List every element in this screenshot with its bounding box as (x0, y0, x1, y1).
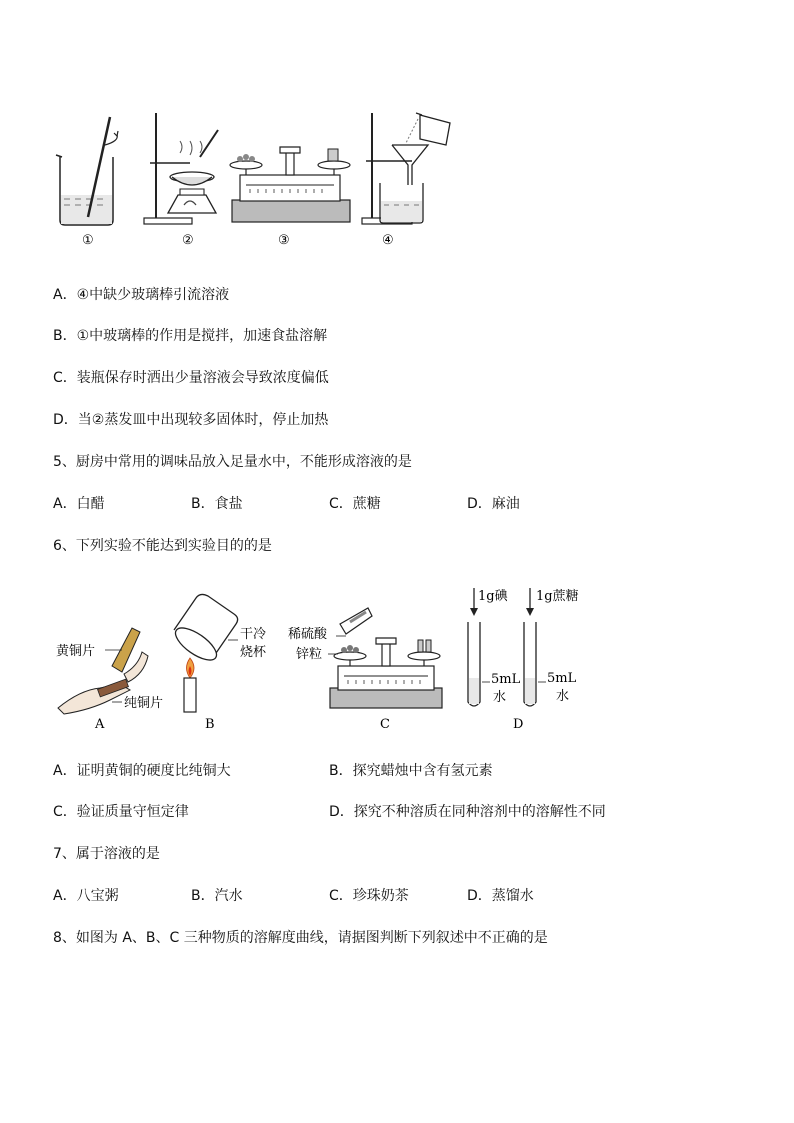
q6-fig-d-right-top: 1g蔗糖 (536, 589, 579, 604)
q7-option-c: C．珍珠奶茶 (329, 888, 409, 904)
q6-fig-d-right-vol: 5mL (547, 671, 577, 686)
figure1-label-4: ④ (382, 233, 394, 248)
q6-option-b: B．探究蜡烛中含有氢元素 (329, 763, 493, 779)
q4-option-b: B．①中玻璃棒的作用是搅拌，加速食盐溶解 (53, 328, 328, 344)
q5-option-c: C．蔗糖 (329, 496, 381, 512)
beaker-with-rod-icon (56, 117, 118, 225)
q6-option-d: D．探究不种溶质在同种溶剂中的溶解性不同 (329, 804, 606, 820)
evaporation-setup-icon (144, 113, 218, 224)
q5-option-b: B．食盐 (191, 496, 243, 512)
q4-option-a: A．④中缺少玻璃棒引流溶液 (53, 287, 230, 303)
q7-option-d: D．蒸馏水 (467, 888, 534, 904)
q6-fig-b-letter: B (205, 717, 215, 732)
q5-option-d: D．麻油 (467, 496, 520, 512)
filtration-setup-icon (362, 113, 450, 224)
test-tubes-icon (468, 588, 546, 706)
figure1-label-1: ① (82, 233, 94, 248)
q7-stem: 7、属于溶液的是 (53, 846, 160, 862)
q6-stem: 6、下列实验不能达到实验目的的是 (53, 538, 272, 554)
q6-fig-d-left-water: 水 (493, 690, 507, 705)
q5-stem: 5、厨房中常用的调味品放入足量水中，不能形成溶液的是 (53, 454, 412, 470)
balance-reaction-icon (328, 608, 442, 708)
q6-fig-b-label2: 烧杯 (240, 645, 267, 660)
apparatus-figure-1 (50, 105, 470, 255)
figure1-label-3: ③ (278, 233, 290, 248)
experiment-figure-q6 (50, 578, 610, 738)
balance-scale-icon (230, 147, 350, 222)
q5-option-a: A．白醋 (53, 496, 105, 512)
q6-fig-a-top: 黄铜片 (56, 644, 96, 659)
q6-fig-a-bottom: 纯铜片 (124, 696, 164, 711)
q4-option-c: C．装瓶保存时洒出少量溶液会导致浓度偏低 (53, 370, 329, 386)
q7-option-a: A．八宝粥 (53, 888, 119, 904)
q6-fig-d-left-vol: 5mL (491, 672, 521, 687)
q6-option-a: A．证明黄铜的硬度比纯铜大 (53, 763, 231, 779)
q8-stem: 8、如图为 A、B、C 三种物质的溶解度曲线，请据图判断下列叙述中不正确的是 (53, 930, 548, 946)
q6-option-c: C．验证质量守恒定律 (53, 804, 189, 820)
q6-fig-d-left-top: 1g碘 (478, 589, 508, 604)
q6-fig-a-letter: A (95, 717, 105, 732)
q7-option-b: B．汽水 (191, 888, 243, 904)
figure1-label-2: ② (182, 233, 194, 248)
q6-fig-d-right-water: 水 (556, 689, 570, 704)
q4-option-d: D．当②蒸发皿中出现较多固体时，停止加热 (53, 412, 329, 428)
candle-beaker-icon (171, 594, 238, 712)
q6-fig-b-label1: 干冷 (240, 627, 267, 642)
q6-fig-c-label1: 稀硫酸 (288, 627, 328, 642)
q6-fig-d-letter: D (513, 717, 524, 732)
q6-fig-c-letter: C (380, 717, 390, 732)
q6-fig-c-label2: 锌粒 (296, 647, 323, 662)
